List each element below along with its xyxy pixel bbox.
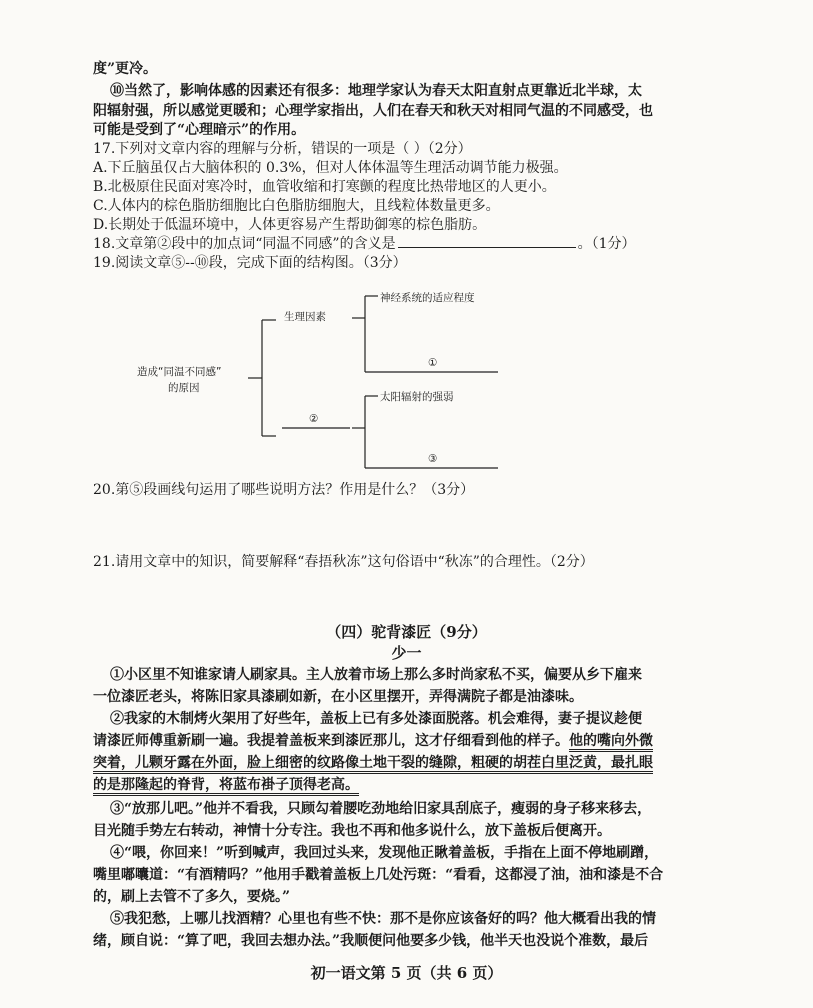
option-a: A.下丘脑虽仅占大脑体积的 0.3%，但对人体体温等生理活动调节能力极强。	[93, 160, 568, 176]
section-title: （四）驼背漆匠（9分）	[326, 623, 487, 641]
story-paragraph-4: 的，刷上去管不了多久，要烧。”	[93, 889, 291, 905]
story-paragraph-5: 绪，顾自说：“算了吧，我回去想办法。”我顺便问他要多少钱，他半天也没说个准数，最后	[93, 933, 649, 949]
diagram-root-label: 造成“同温不同感”	[137, 366, 222, 378]
story-text: 请漆匠师傅重新刷一遍。我提着盖板来到漆匠那儿，这才仔细看到他的样子。	[93, 733, 569, 749]
story-paragraph-4: 嘴里嘟囔道：“有酒精吗？”他用手戳着盖板上几处污斑：“看看，这都浸了油，油和漆是不合	[93, 867, 664, 883]
diagram-blank-1-number: ①	[428, 357, 438, 369]
underlined-sentence: 他的嘴向外微	[569, 733, 653, 752]
story-paragraph-3: ③“放那儿吧。”他并不看我，只顾勾着腰吃劲地给旧家具刮底子，瘦弱的身子移来移去，	[110, 801, 652, 817]
paragraph-10-line: ⑩当然了，影响体感的因素还有很多：地理学家认为春天太阳直射点更靠近北半球，太	[110, 83, 642, 99]
question-18-score: 。（1分）	[577, 236, 636, 252]
diagram-blank-2-number: ②	[309, 413, 319, 425]
story-author: 少一	[391, 644, 422, 662]
question-17-stem: 17.下列对文章内容的理解与分析，错误的一项是（ ）（2分）	[93, 141, 472, 157]
diagram-blank-3-number: ③	[428, 453, 438, 465]
diagram-root-label-2: 的原因	[168, 382, 200, 394]
diagram-branch-physiological: 生理因素	[284, 311, 326, 323]
underlined-sentence: 的是那隆起的脊背，将蓝布褂子顶得老高。	[93, 777, 359, 796]
diagram-leaf-nervous-system: 神经系统的适应程度	[380, 292, 475, 304]
story-paragraph-4: ④“喂，你回来！”听到喊声，我回过头来，发现他正瞅着盖板，手指在上面不停地刷蹭，	[110, 845, 659, 861]
option-d: D.长期处于低温环境中，人体更容易产生帮助御寒的棕色脂肪。	[93, 217, 487, 233]
question-18-text: 18.文章第②段中的加点词“同温不同感”的含义是	[93, 236, 396, 252]
question-19-stem: 19.阅读文章⑤--⑩段，完成下面的结构图。（3分）	[93, 255, 407, 271]
underlined-sentence: 突着，儿颗牙露在外面，脸上细密的纹路像土地干裂的缝隙，粗硬的胡茬白里泛黄，最扎眼	[93, 755, 653, 774]
question-20: 20.第⑤段画线句运用了哪些说明方法？作用是什么？（3分）	[93, 482, 475, 498]
paragraph-10-line: 阳辐射强，所以感觉更暖和；心理学家指出，人们在春天和秋天对相同气温的不同感受，也	[93, 103, 653, 119]
story-paragraph-1: ①小区里不知谁家请人刷家具。主人放着市场上那么多时尚家私不买，偏要从乡下雇来	[110, 667, 642, 683]
story-paragraph-2	[93, 776, 359, 794]
option-c: C.人体内的棕色脂肪细胞比白色脂肪细胞大，且线粒体数量更多。	[93, 198, 500, 214]
text-line: 度”更冷。	[93, 61, 158, 77]
diagram-leaf-solar-radiation: 太阳辐射的强弱	[380, 391, 454, 403]
page-footer: 初一语文第 5 页（共 6 页）	[310, 964, 503, 982]
paragraph-10-line: 可能是受到了“心理暗示”的作用。	[93, 122, 306, 138]
story-paragraph-2	[93, 732, 653, 750]
story-paragraph-2: ②我家的木制烤火架用了好些年，盖板上已有多处漆面脱落。机会难得，妻子提议趁便	[110, 711, 642, 727]
story-paragraph-3: 目光随手势左右转动，神情十分专注。我也不再和他多说什么，放下盖板后便离开。	[93, 823, 611, 839]
option-b: B.北极原住民面对寒冷时，血管收缩和打寒颤的程度比热带地区的人更小。	[93, 179, 556, 195]
story-paragraph-2	[93, 754, 653, 772]
story-paragraph-5: ⑤我犯愁，上哪儿找酒精？心里也有些不快：那不是你应该备好的吗？他大概看出我的情	[110, 911, 656, 927]
story-paragraph-1: 一位漆匠老头，将陈旧家具漆刷如新，在小区里摆开，弄得满院子都是油漆味。	[93, 689, 583, 705]
question-21: 21.请用文章中的知识，简要解释“春捂秋冻”这句俗语中“秋冻”的合理性。（2分）	[93, 554, 594, 570]
